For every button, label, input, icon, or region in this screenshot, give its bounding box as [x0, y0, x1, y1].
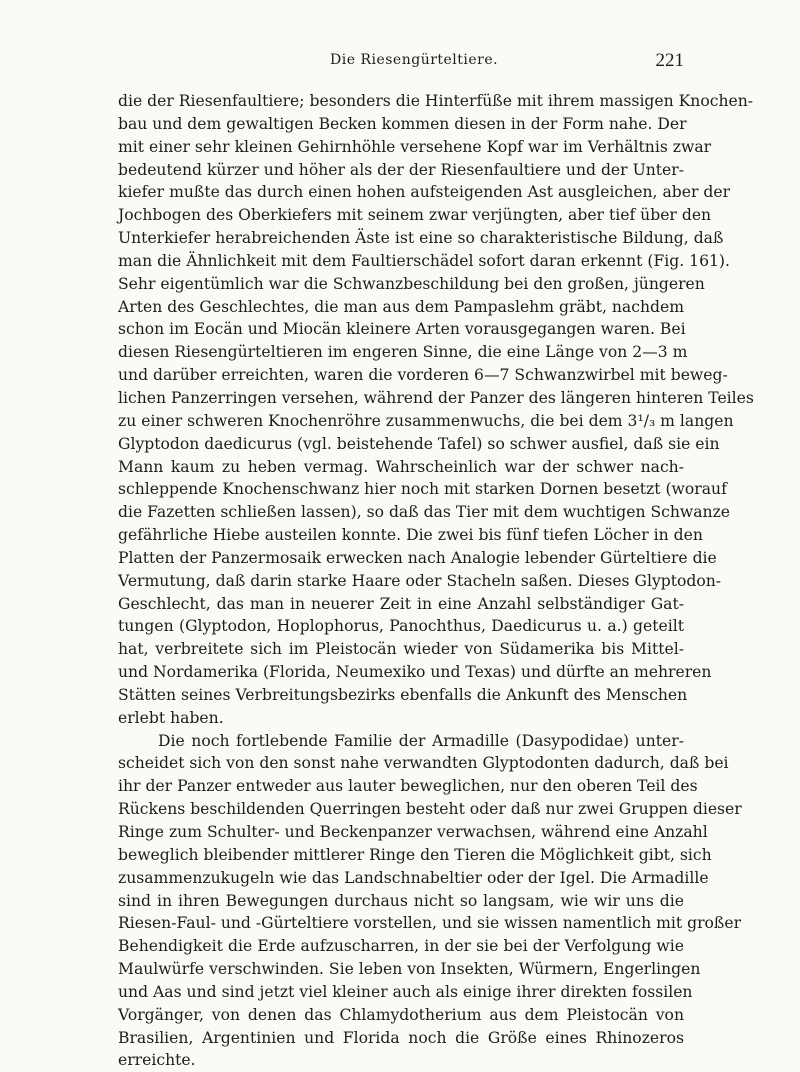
text-line: man die Ähnlichkeit mit dem Faultierschädel sofort daran erkennt (Fig. 161). [118, 251, 730, 270]
text-line: Ringe zum Schulter- und Beckenpanzer verwachsen, während eine Anzahl [118, 823, 708, 841]
text-line: Stätten seines Verbreitungsbezirks ebenfalls die Ankunft des Menschen [118, 685, 688, 704]
text-line: und darüber erreichten, waren die vorderen 6—7 Schwanzwirbel mit beweg- [118, 366, 728, 385]
text-line: ihr der Panzer entweder aus lauter beweglichen, nur den oberen Teil des [118, 777, 698, 796]
paragraph [118, 90, 754, 730]
text-line: die Fazetten schließen lassen), so daß das Tier mit dem wuchtigen Schwanze [118, 503, 731, 522]
text-line: hat, verbreitete sich im Pleistocän wieder von Südamerika bis Mittel- [118, 640, 684, 659]
running-title: Die Riesengürteltiere. [330, 52, 499, 68]
text-line: Unterkiefer herabreichenden Äste ist eine so charakteristische Bildung, daß [118, 229, 724, 248]
text-line: Behendigkeit die Erde aufzuscharren, in der sie bei der Verfolgung wie [118, 937, 684, 956]
paragraph [118, 730, 742, 1072]
text-line: bedeutend kürzer und höher als der der Riesenfaultiere und der Unter- [118, 160, 684, 179]
text-line: Jochbogen des Oberkiefers mit seinem zwar verjüngten, aber tief über den [118, 206, 712, 225]
text-line: tungen (Glyptodon, Hoplophorus, Panochthus, Daedicurus u. a.) geteilt [118, 617, 684, 636]
running-header [0, 50, 800, 80]
text-line: zusammenzukugeln wie das Landschnabeltier oder der Igel. Die Armadille [118, 868, 709, 887]
text-line: scheidet sich von den sonst nahe verwandten Glyptodonten dadurch, daß bei [118, 754, 729, 773]
page-number: 221 [655, 50, 684, 71]
text-line: zu einer schweren Knochenröhre zusammenwuchs, die bei dem 3¹/₃ m langen [118, 411, 734, 430]
text-line: erreichte. [118, 1051, 196, 1070]
text-line: lichen Panzerringen versehen, während der Panzer des längeren hinteren Teiles [118, 388, 754, 407]
text-line: kiefer mußte das durch einen hohen aufsteigenden Ast ausgleichen, aber der [118, 183, 731, 202]
text-line: Vorgänger, von denen das Chlamydotherium aus dem Pleistocän von [118, 1005, 684, 1024]
text-line: Maulwürfe verschwinden. Sie leben von Insekten, Würmern, Engerlingen [118, 960, 701, 979]
text-line: beweglich bleibender mittlerer Ringe den Tieren die Möglichkeit gibt, sich [118, 845, 712, 864]
text-line: und Aas und sind jetzt viel kleiner auch als einige ihrer direkten fossilen [118, 982, 693, 1001]
text-line: und Nordamerika (Florida, Neumexiko und Texas) und dürfte an mehreren [118, 663, 712, 682]
text-line: Brasilien, Argentinien und Florida noch die Größe eines Rhinozeros [118, 1028, 684, 1047]
text-line: Geschlecht, das man in neuerer Zeit in eine Anzahl selbständiger Gat- [118, 594, 684, 613]
text-line: gefährliche Hiebe austeilen konnte. Die zwei bis fünf tiefen Löcher in den [118, 526, 703, 545]
text-line: schon im Eocän und Miocän kleinere Arten vorausgegangen waren. Bei [118, 320, 686, 339]
text-line: diesen Riesengürteltieren im engeren Sinne, die eine Länge von 2—3 m [118, 343, 688, 362]
text-line: Platten der Panzermosaik erwecken nach Analogie lebender Gürteltiere die [118, 548, 717, 567]
text-line: sind in ihren Bewegungen durchaus nicht so langsam, wie wir uns die [118, 891, 684, 910]
text-line: schleppende Knochenschwanz hier noch mit starken Dornen besetzt (worauf [118, 480, 727, 499]
text-line: die der Riesenfaultiere; besonders die Hinterfüße mit ihrem massigen Knochen- [118, 92, 754, 110]
text-line: Arten des Geschlechtes, die man aus dem Pampaslehm gräbt, nachdem [118, 297, 684, 316]
text-line: Mann kaum zu heben vermag. Wahrscheinlich war der schwer nach- [118, 457, 684, 476]
text-line: mit einer sehr kleinen Gehirnhöhle versehene Kopf war im Verhältnis zwar [118, 137, 712, 156]
text-line: Rückens beschildenden Querringen besteht oder daß nur zwei Gruppen dieser [118, 800, 742, 819]
text-line: Die noch fortlebende Familie der Armadille (Dasypodidae) unter- [158, 731, 684, 750]
text-line: Sehr eigentümlich war die Schwanzbeschildung bei den großen, jüngeren [118, 274, 705, 293]
text-line: bau und dem gewaltigen Becken kommen diesen in der Form nahe. Der [118, 114, 687, 133]
body-text [118, 90, 754, 1072]
text-line: Riesen-Faul- und -Gürteltiere vorstellen, und sie wissen namentlich mit großer [118, 914, 742, 933]
text-line: Vermutung, daß darin starke Haare oder Stacheln saßen. Dieses Glyptodon- [118, 571, 722, 590]
text-line: erlebt haben. [118, 708, 224, 727]
text-line: Glyptodon daedicurus (vgl. beistehende Tafel) so schwer ausfiel, daß sie ein [118, 434, 720, 453]
